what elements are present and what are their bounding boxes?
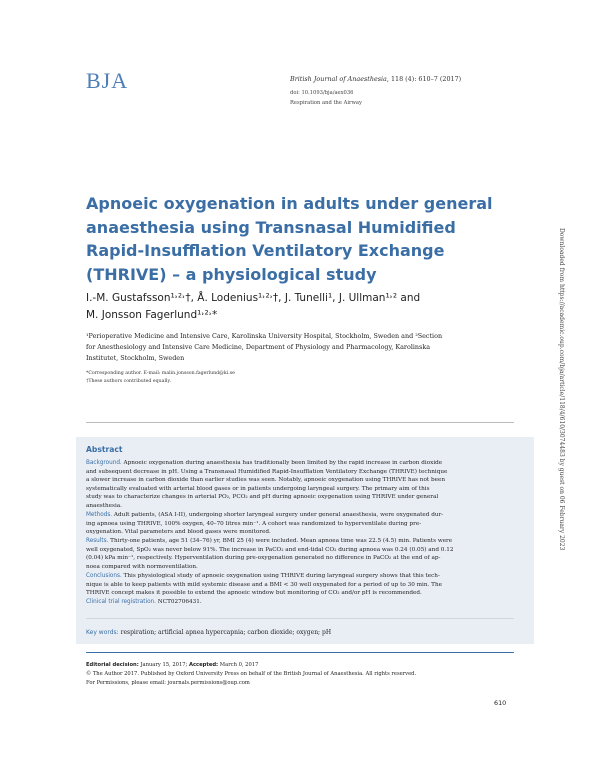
results-text: noea compared with normoventilation. — [86, 563, 198, 570]
background-text: and subsequent decrease in pH. Using a Transnasal Humidified Rapid-Insufflation Ventilatory Exchange (THRIVE) technique — [86, 468, 448, 475]
background-label: Background. — [86, 460, 122, 466]
editorial-info — [86, 661, 416, 688]
abstract-heading: Abstract — [86, 445, 123, 454]
download-watermark: Downloaded from https://academic.oup.com/bja/article/118/4/610/3074483 by guest on 06 February 2023 — [558, 228, 565, 551]
divider — [86, 652, 514, 653]
abstract-methods — [86, 511, 516, 537]
abstract-background — [86, 459, 516, 511]
author-line: I.-M. Gustafsson¹˒²˒†, Å. Lodenius¹˒²˒†, J. Tunelli¹, J. Ullman¹˒² and — [86, 292, 421, 304]
article-section: Respiration and the Airway — [290, 100, 362, 106]
affiliation-line: ¹Perioperative Medicine and Intensive Care, Karolinska University Hospital, Stockholm, Sweden and ²Section — [86, 332, 443, 340]
page-number: 610 — [494, 699, 507, 707]
author-notes — [86, 370, 235, 386]
methods-label: Methods. — [86, 512, 113, 518]
editorial-decision-date: January 15, 2017; — [138, 662, 189, 668]
background-text: a slower increase in carbon dioxide than earlier studies was seen. Notably, apnoeic oxygenation using THRIVE has not been — [86, 477, 446, 484]
abstract-conclusions — [86, 572, 516, 598]
results-text: well oxygenated, SpO₂ was never below 91%. The increase in PaCO₂ and end-tidal CO₂ during apnoea was 0.24 (0.05) and 0.12 — [86, 546, 454, 553]
abstract-registration — [86, 598, 516, 607]
conclusions-label: Conclusions. — [86, 573, 122, 579]
methods-text: Adult patients, (ASA I-II), undergoing shorter laryngeal surgery under general anaesthesia, were oxygenated dur- — [112, 512, 444, 518]
background-text: Apnoeic oxygenation during anaesthesia has traditionally been limited by the rapid increase in carbon dioxide — [121, 460, 443, 466]
affiliation-line: Institutet, Stockholm, Sweden — [86, 354, 185, 362]
article-title — [86, 192, 506, 286]
doi[interactable]: doi: 10.1093/bja/aex036 — [290, 90, 354, 96]
accepted-date: March 0, 2017 — [218, 662, 259, 668]
methods-text: oxygenation. Vital parameters and blood gases were monitored. — [86, 529, 271, 536]
equal-contribution-note: †These authors contributed equally. — [86, 379, 171, 384]
registration-number[interactable]: NCT02706431. — [155, 599, 202, 605]
accepted-label: Accepted: — [188, 662, 219, 668]
results-text: Thirty-one patients, age 51 (34–76) yr, BMI 25 (4) were included. Mean apnoea time was 22.5 (4.5) min. Patients were — [108, 538, 453, 544]
author-line: M. Jonsson Fagerlund¹˒²˒* — [86, 309, 218, 321]
journal-citation — [290, 75, 461, 83]
title-line: (THRIVE) – a physiological study — [86, 264, 377, 284]
divider — [86, 422, 514, 423]
journal-name: British Journal of Anaesthesia — [290, 75, 387, 83]
keywords — [86, 629, 331, 636]
keywords-label: Key words: — [86, 629, 119, 636]
conclusions-text: This physiological study of apnoeic oxygenation using THRIVE during laryngeal surgery shows that this tech- — [121, 573, 440, 579]
background-text: study was to characterize changes in arterial PO₂, PCO₂ and pH during apnoeic oxygenation using THRIVE under general — [86, 494, 439, 501]
corresponding-author-note: *Corresponding author. E-mail: malin.jonsson.fagerlund@ki.se — [86, 371, 235, 376]
registration-label: Clinical trial registration. — [86, 599, 156, 605]
affiliations — [86, 331, 536, 364]
editorial-decision-label: Editorial decision: — [86, 662, 139, 668]
affiliation-line: for Anesthesiology and Intensive Care Medicine, Department of Physiology and Pharmacology, Karolinska — [86, 343, 431, 351]
divider — [86, 618, 514, 619]
title-line: Rapid-Insufflation Ventilatory Exchange — [86, 241, 445, 260]
title-line: anaesthesia using Transnasal Humidified — [86, 217, 456, 237]
results-text: (0.04) kPa min⁻¹, respectively. Hyperventilation during pre-oxygenation generated no difference in PaCO₂ at the end of ap- — [86, 555, 441, 562]
author-list — [86, 290, 420, 324]
results-label: Results. — [86, 538, 109, 544]
title-line: Apnoeic oxygenation in adults under general — [86, 194, 493, 213]
conclusions-text: THRIVE concept makes it possible to extend the apnoeic window but monitoring of CO₂ and/or pH is recommended. — [86, 590, 422, 597]
background-text: systematically evaluated with arterial blood gases or in patients undergoing laryngeal surgery. The primary aim of this — [86, 485, 430, 492]
citation-details: , 118 (4): 610–7 (2017) — [386, 75, 462, 83]
copyright: © The Author 2017. Published by Oxford University Press on behalf of the British Journal of Anaesthesia. All rights reserved. — [86, 671, 417, 677]
journal-logo: BJA — [86, 68, 129, 93]
keywords-text: respiration; artificial apnea hypercapnia; carbon dioxide; oxygen; pH — [118, 629, 332, 636]
conclusions-text: nique is able to keep patients with mild systemic disease and a BMI < 30 well oxygenated for a period of up to 30 min. The — [86, 581, 442, 588]
background-text: anaesthesia. — [86, 502, 122, 509]
permissions[interactable]: For Permissions, please email: journals.permissions@oup.com — [86, 680, 250, 686]
methods-text: ing apnoea using THRIVE, 100% oxygen, 40–70 litres min⁻¹. A cohort was randomized to hyperventilate during pre- — [86, 520, 422, 527]
abstract-results — [86, 537, 516, 571]
